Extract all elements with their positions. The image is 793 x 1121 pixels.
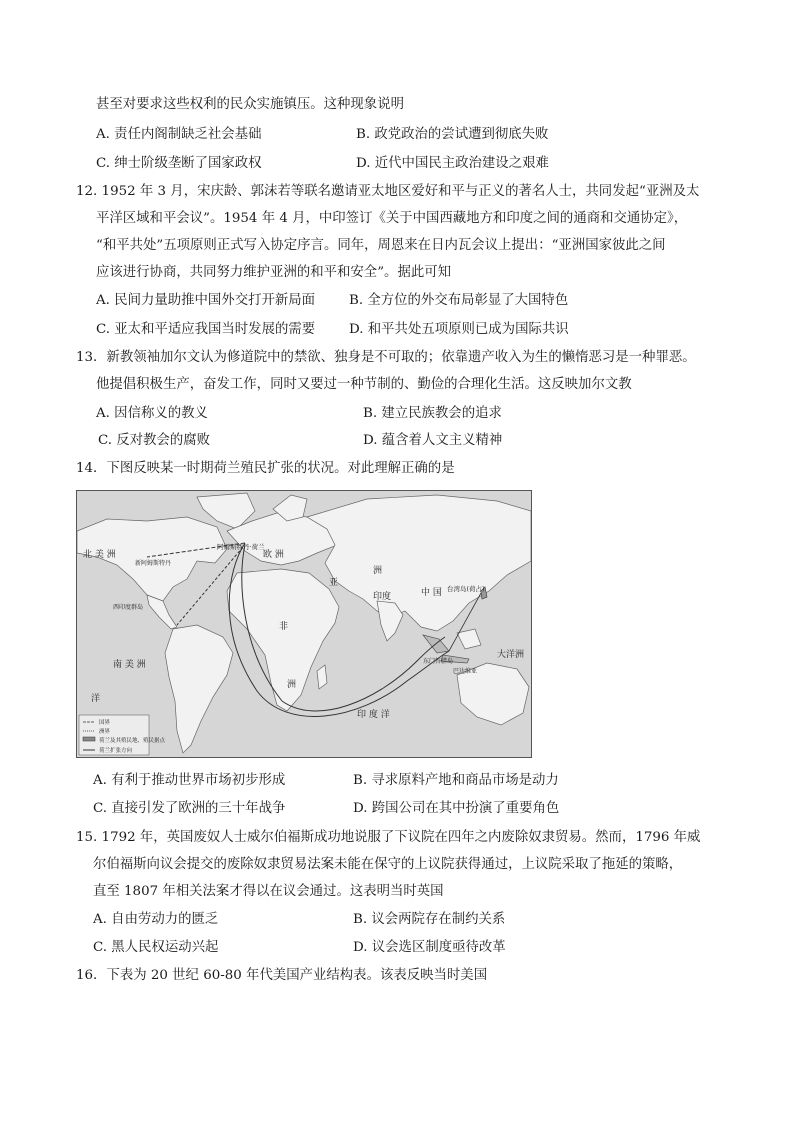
q15-stem-line-2: 尔伯福斯向议会提交的废除奴隶贸易法案未能在保守的上议院获得通过，上议院采取了拖延的策略， (93, 857, 683, 872)
q11-option-a[interactable]: A. 责任内阁制缺乏社会基础 (96, 127, 262, 142)
map-label-asia-a: 亚 (329, 578, 339, 588)
q14-option-c[interactable]: C. 直接引发了欧洲的三十年战争 (93, 801, 286, 816)
q13-stem-line-2: 他提倡积极生产，奋发工作，同时又要过一种节制的、勤俭的合理化生活。这反映加尔文教 (96, 377, 632, 392)
legend-colony-symbol (83, 737, 95, 741)
q12-option-b[interactable]: B. 全方位的外交布局彰显了大国特色 (349, 293, 569, 308)
map-label-malacca: 东门答腊岛 (423, 658, 454, 665)
q15-option-d[interactable]: D. 议会选区制度亟待改革 (353, 940, 506, 955)
map-label-new-amsterdam: 新阿姆斯特丹 (135, 560, 172, 567)
q13-stem-line-1: 13．新教领袖加尔文认为修道院中的禁欲、独身是不可取的；依靠遗产收入为生的懒惰恶习是一种罪恶。 (76, 350, 696, 365)
map-label-taiwan: 台湾岛(荷占) (447, 585, 485, 593)
q12-option-c[interactable]: C. 亚太和平适应我国当时发展的需要 (96, 322, 316, 337)
q14-stem: 14．下图反映某一时期荷兰殖民扩张的状况。对此理解正确的是 (76, 461, 455, 476)
q16-stem: 16．下表为 20 世纪 60-80 年代美国产业结构表。该表反映当时美国 (76, 968, 488, 983)
q13-option-b[interactable]: B. 建立民族教会的追求 (363, 406, 502, 421)
map-label-africa-a: 非 (279, 622, 289, 632)
q15-option-c[interactable]: C. 黑人民权运动兴起 (93, 940, 219, 955)
q11-option-c[interactable]: C. 绅士阶级垄断了国家政权 (96, 156, 262, 171)
map-label-china: 中 国 (421, 588, 442, 598)
map-label-north-america: 北 美 洲 (83, 550, 116, 560)
map-label-oceania: 大洋洲 (497, 650, 525, 660)
map-label-batavia: 巴达维亚 (453, 668, 478, 675)
q12-option-d[interactable]: D. 和平共处五项原则已成为国际共识 (349, 322, 569, 337)
map-label-europe: 欧 洲 (263, 550, 284, 560)
q15-option-b[interactable]: B. 议会两院存在制约关系 (353, 912, 506, 927)
q12-stem-line-3: “和平共处”五项原则正式写入协定序言。同年，周恩来在日内瓦会议上提出：“亚洲国家彼此之间 (96, 238, 666, 253)
q12-stem-line-4: 应该进行协商，共同努力维护亚洲的和平和安全”。据此可知 (96, 265, 451, 280)
map-label-ocean-left: 洋 (91, 694, 101, 704)
map-label-africa-b: 洲 (287, 680, 297, 690)
q11-stem-tail: 甚至对要求这些权利的民众实施镇压。这种现象说明 (96, 97, 404, 112)
q13-option-a[interactable]: A. 因信称义的教义 (96, 406, 208, 421)
q15-stem-line-1: 15. 1792 年，英国废奴人士威尔伯福斯成功地说服了下议院在四年之内废除奴隶贸易。然而，1796 年威 (76, 830, 701, 845)
q14-option-b[interactable]: B. 寻求原料产地和商品市场是动力 (353, 773, 559, 788)
legend-item-4: 荷兰扩张方向 (99, 748, 133, 754)
map-label-west-indies: 西印度群岛 (113, 604, 144, 611)
map-label-asia-b: 洲 (373, 566, 383, 576)
q12-stem-line-1: 12. 1952 年 3 月，宋庆龄、郭沫若等联名邀请亚太地区爱好和平与正义的著名人士，共同发起“亚洲及太 (76, 184, 700, 199)
map-svg (77, 491, 531, 757)
q14-option-a[interactable]: A. 有利于推动世界市场初步形成 (93, 773, 286, 788)
q12-stem-line-2: 平洋区域和平会议”。1954 年 4 月，中印签订《关于中国西藏地方和印度之间的通商和交通协定》， (96, 211, 688, 226)
q15-stem-line-3: 直至 1807 年相关法案才得以在议会通过。这表明当时英国 (93, 884, 444, 899)
legend-item-1: 国界 (99, 720, 111, 726)
dutch-colonial-map (76, 490, 532, 758)
q11-option-d[interactable]: D. 近代中国民主政治建设之艰难 (356, 156, 549, 171)
legend-item-2: 洲界 (99, 729, 111, 735)
map-label-indian-ocean: 印 度 洋 (357, 710, 390, 720)
q11-option-b[interactable]: B. 政党政治的尝试遭到彻底失败 (356, 127, 549, 142)
legend-item-3: 荷兰及其殖民地、殖民据点 (99, 738, 166, 744)
q13-option-d[interactable]: D. 蕴含着人文主义精神 (363, 433, 503, 448)
map-label-south-america: 南 美 洲 (113, 660, 146, 670)
map-label-india: 印度 (373, 592, 392, 602)
q14-option-d[interactable]: D. 跨国公司在其中扮演了重要角色 (353, 801, 560, 816)
q12-option-a[interactable]: A. 民间力量助推中国外交打开新局面 (96, 293, 316, 308)
q15-option-a[interactable]: A. 自由劳动力的匮乏 (93, 912, 219, 927)
q13-option-c[interactable]: C. 反对教会的腐败 (98, 433, 211, 448)
map-label-amsterdam: 阿姆斯特丹·荷兰 (217, 543, 265, 551)
